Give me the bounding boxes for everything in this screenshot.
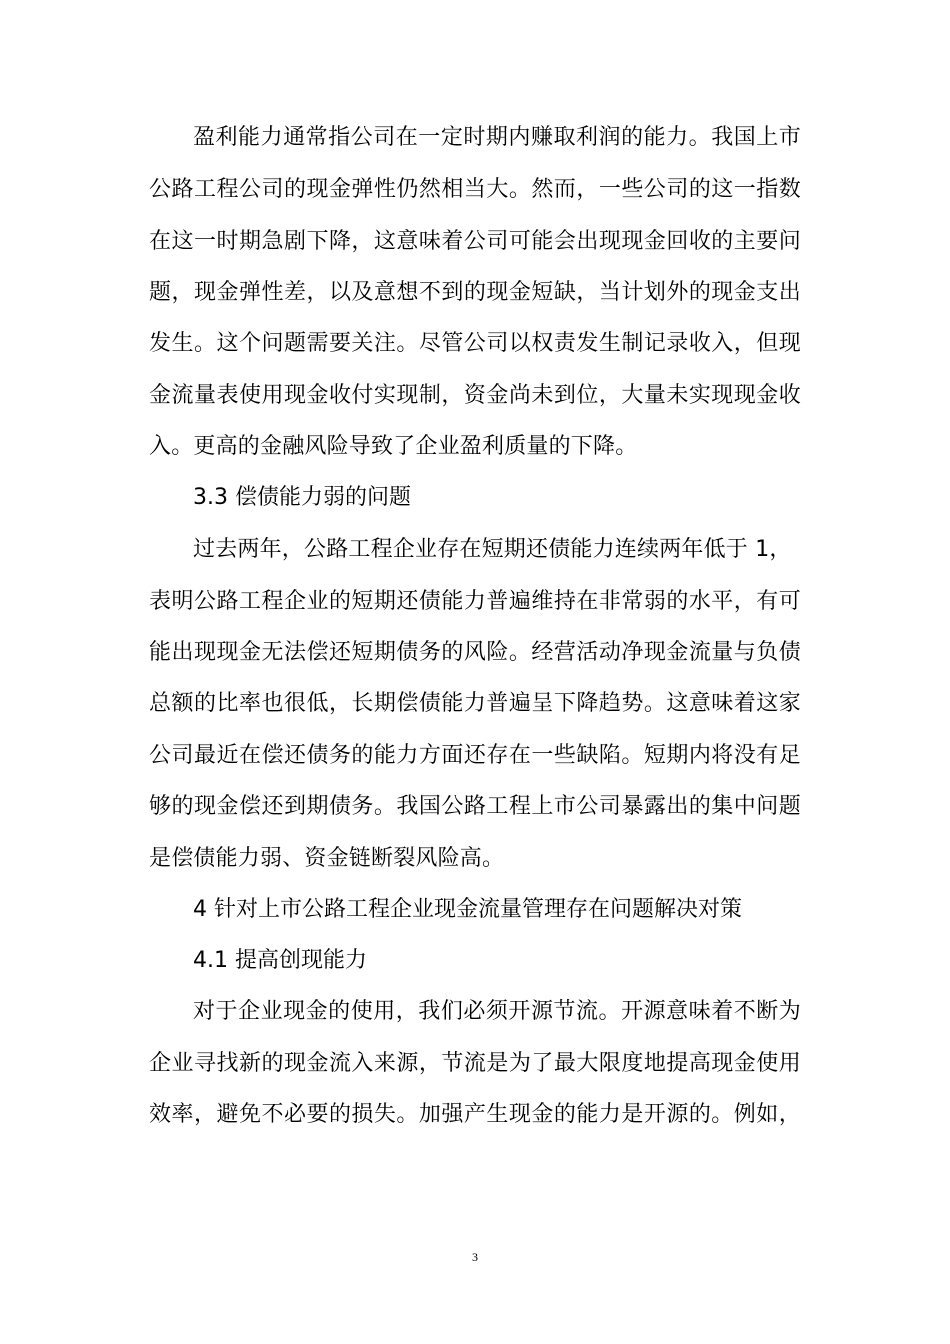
paragraph-line: 公路工程公司的现金弹性仍然相当大。然而，一些公司的这一指数 — [149, 177, 801, 202]
paragraph-line: 是偿债能力弱、资金链断裂风险高。 — [149, 846, 505, 871]
subsection-heading: 4.1 提高创现能力 — [193, 948, 367, 973]
paragraph-line: 表明公路工程企业的短期还债能力普遍维持在非常弱的水平，有可 — [149, 589, 801, 614]
section-heading: 3.3 偿债能力弱的问题 — [193, 485, 411, 510]
paragraph-line: 金流量表使用现金收付实现制，资金尚未到位，大量未实现现金收 — [149, 383, 801, 408]
page-number: 3 — [472, 1250, 478, 1264]
paragraph-line: 题，现金弹性差，以及意想不到的现金短缺，当计划外的现金支出 — [149, 280, 801, 305]
paragraph-line: 过去两年，公路工程企业存在短期还债能力连续两年低于 1， — [193, 537, 792, 562]
section-heading: 4 针对上市公路工程企业现金流量管理存在问题解决对策 — [193, 897, 742, 922]
paragraph-line: 入。更高的金融风险导致了企业盈利质量的下降。 — [149, 434, 638, 459]
paragraph-line: 公司最近在偿还债务的能力方面还存在一些缺陷。短期内将没有足 — [149, 743, 801, 768]
paragraph-line: 总额的比率也很低，长期偿债能力普遍呈下降趋势。这意味着这家 — [149, 691, 801, 716]
paragraph-line: 效率，避免不必要的损失。加强产生现金的能力是开源的。例如， — [149, 1102, 801, 1127]
paragraph-line: 盈利能力通常指公司在一定时期内赚取利润的能力。我国上市 — [193, 125, 801, 150]
paragraph-line: 在这一时期急剧下降，这意味着公司可能会出现现金回收的主要问 — [149, 229, 801, 254]
paragraph-line: 企业寻找新的现金流入来源，节流是为了最大限度地提高现金使用 — [149, 1051, 801, 1076]
paragraph-line: 发生。这个问题需要关注。尽管公司以权责发生制记录收入，但现 — [149, 331, 801, 356]
paragraph-line: 能出现现金无法偿还短期债务的风险。经营活动净现金流量与负债 — [149, 640, 801, 665]
paragraph-line: 够的现金偿还到期债务。我国公路工程上市公司暴露出的集中问题 — [149, 794, 801, 819]
paragraph-line: 对于企业现金的使用，我们必须开源节流。开源意味着不断为 — [193, 999, 801, 1024]
